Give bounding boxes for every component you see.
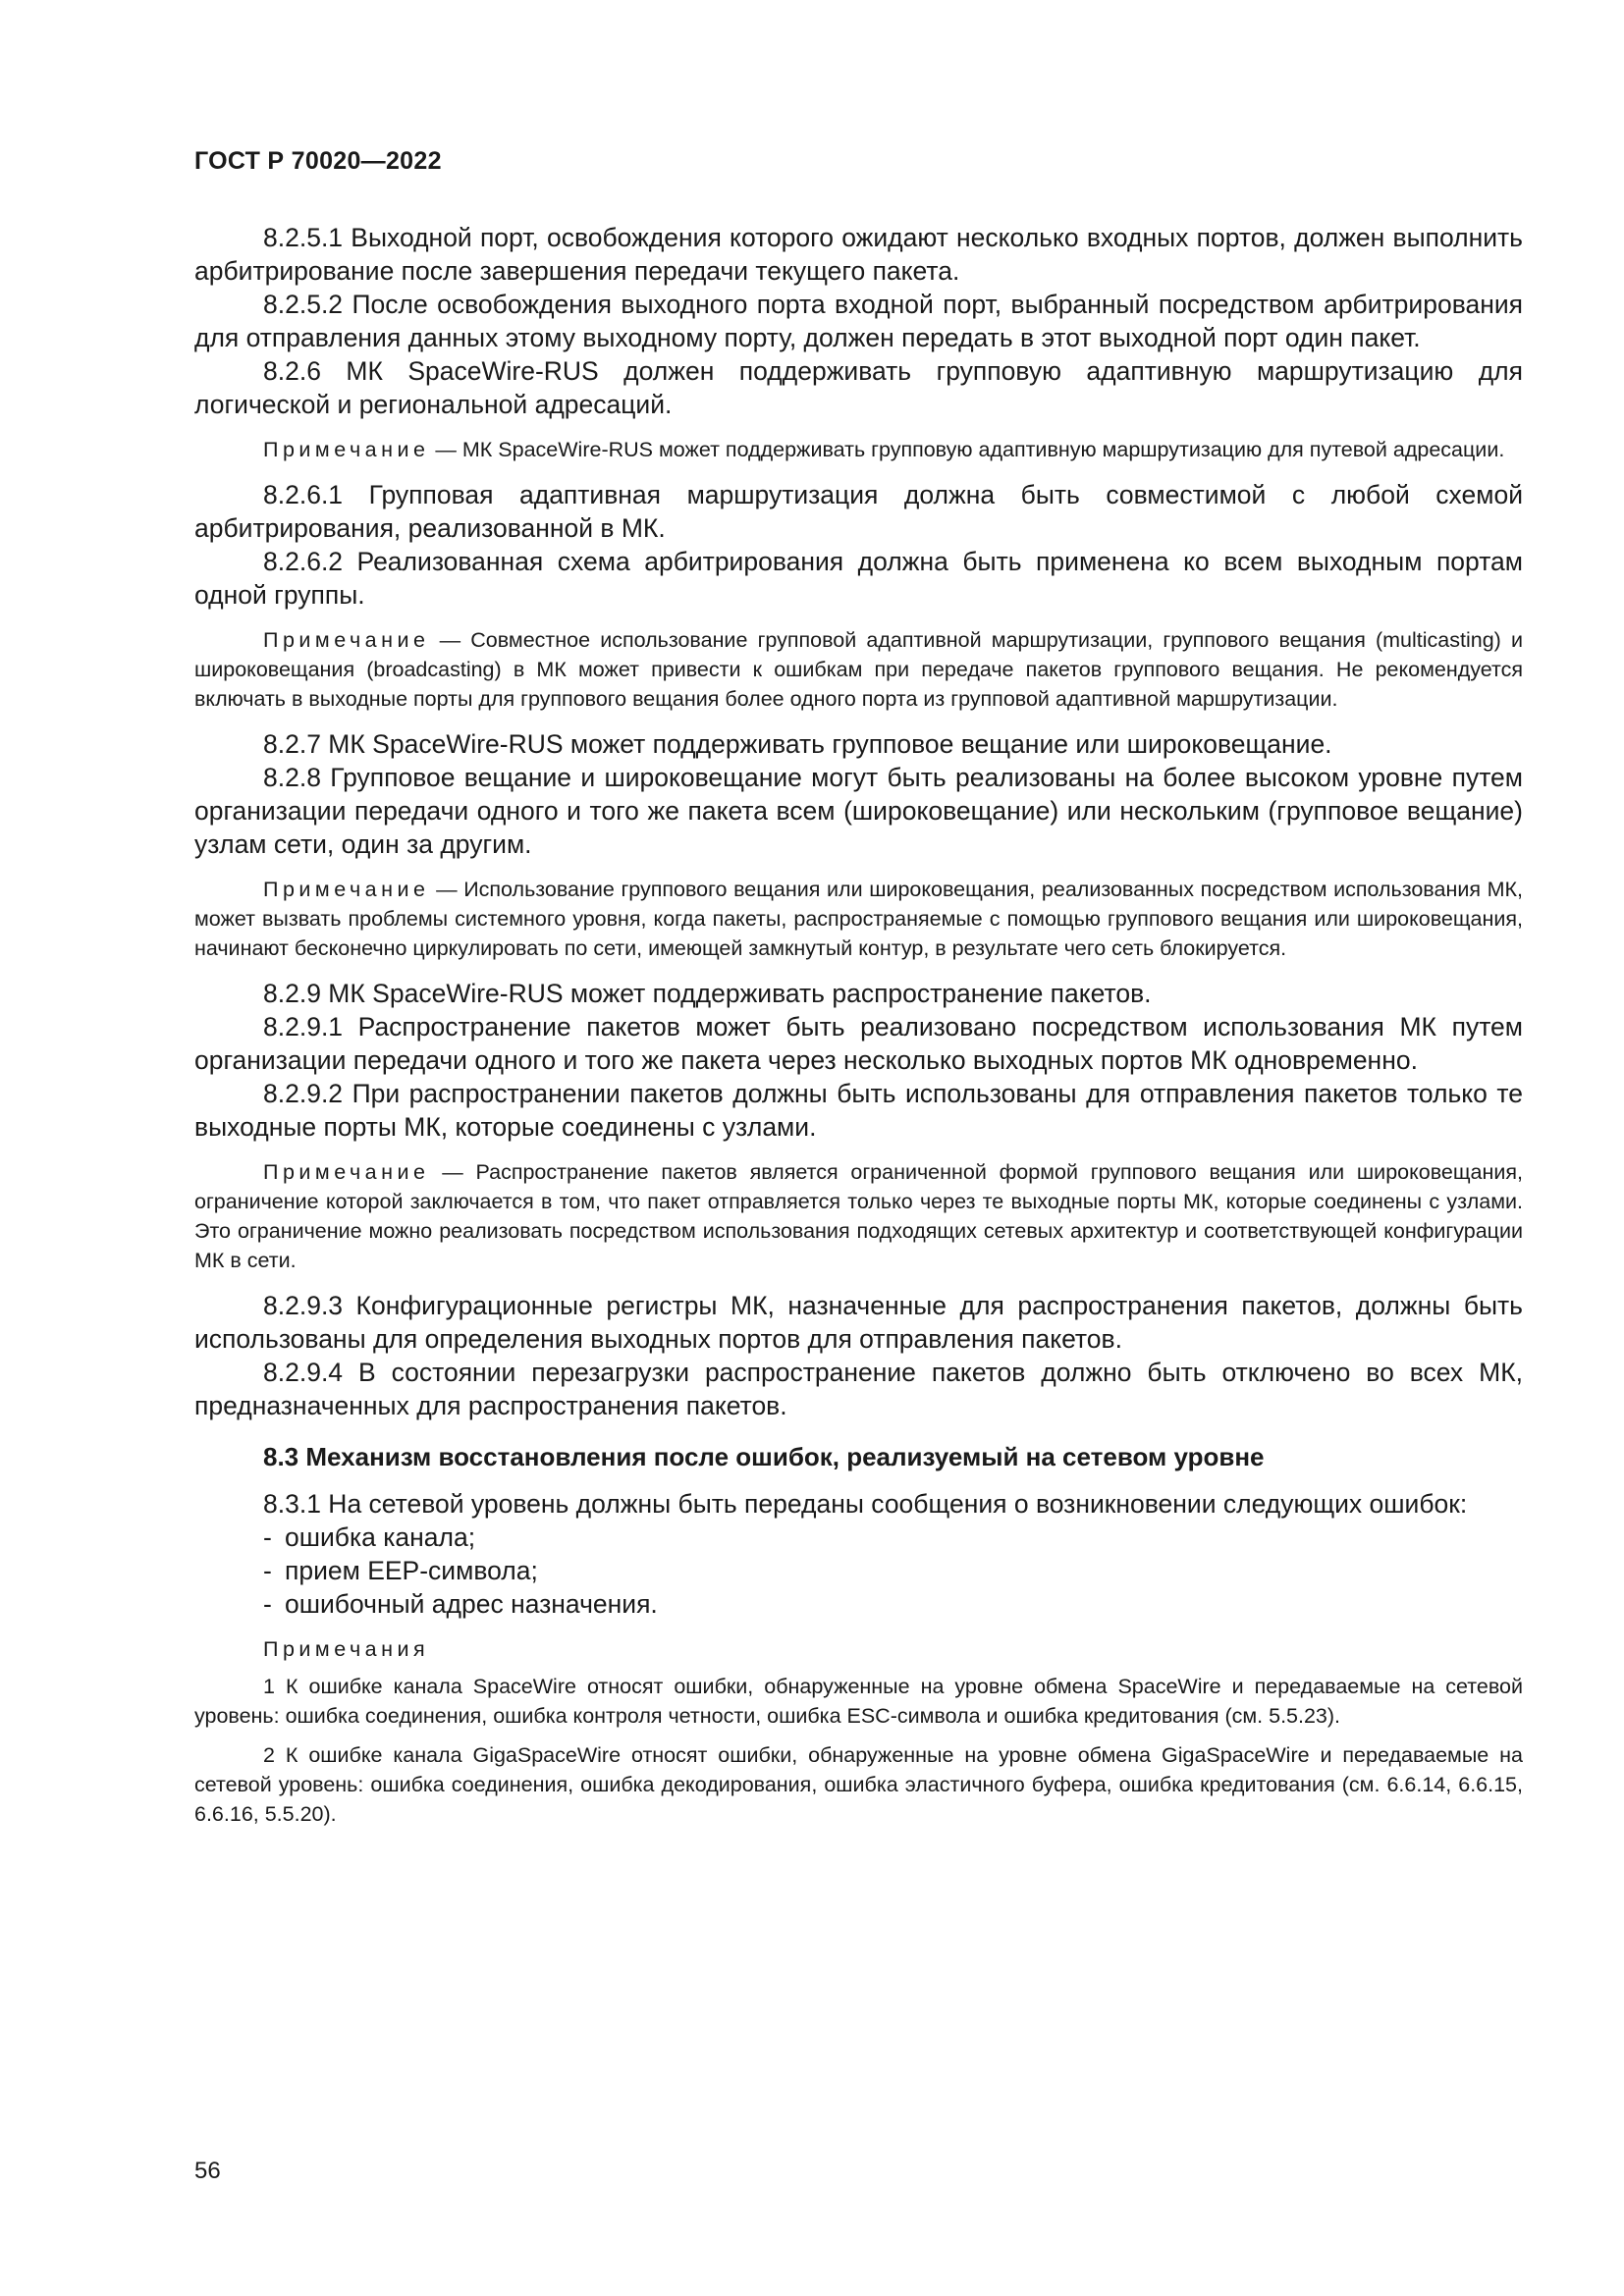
notes-heading: Примечания [263, 1637, 430, 1661]
paragraph-8-2-5-2: 8.2.5.2 После освобождения выходного порта входной порт, выбранный посредством арбитрирования для отправления данных этому выходному порту, должен передать в этот выходной порт один пакет. [194, 290, 1523, 352]
section-title-8-3: 8.3 Механизм восстановления после ошибок, реализуемый на сетевом уровне [263, 1442, 1265, 1471]
note-3 [194, 875, 1523, 963]
note-text: — Использование группового вещания или широковещания, реализованных посредством использования МК, может вызвать проблемы системного уровня, когда пакеты, распространяемые с помощью группового вещания или широковещания, начинают бесконечно циркулировать по сети, имеющей замкнутый контур, в результате чего сеть блокируется. [194, 878, 1523, 960]
document-code-header: ГОСТ Р 70020—2022 [194, 147, 442, 175]
note-label: Примечание [263, 1160, 430, 1184]
page-number: 56 [194, 2158, 221, 2184]
paragraph-8-2-6: 8.2.6 МК SpaceWire-RUS должен поддерживать групповую адаптивную маршрутизацию для логической и региональной адресаций. [194, 356, 1523, 419]
note-text: — МК SpaceWire-RUS может поддерживать групповую адаптивную маршрутизацию для путевой адресации. [429, 438, 1505, 461]
error-list [194, 1521, 1523, 1621]
note-text: — Распространение пакетов является ограниченной формой группового вещания или широковещания, ограничение которой заключается в том, что пакет отправляется только через те выходные порты МК, которые соединены с узлами. Это ограничение можно реализовать посредством использования подходящих сетевых архитектур и соответствующей конфигурации МК в сети. [194, 1160, 1523, 1272]
list-item: - ошибка канала; [263, 1522, 476, 1552]
note-label: Примечание [263, 628, 430, 652]
note-2 [194, 625, 1523, 714]
paragraph-8-2-5-1: 8.2.5.1 Выходной порт, освобождения которого ожидают несколько входных портов, должен выполнить арбитрирование после завершения передачи текущего пакета. [194, 223, 1523, 286]
list-item: - ошибочный адрес назначения. [263, 1589, 658, 1619]
paragraph-8-3-1: 8.3.1 На сетевой уровень должны быть переданы сообщения о возникновении следующих ошибок: [263, 1489, 1468, 1519]
paragraph-8-2-9-3: 8.2.9.3 Конфигурационные регистры МК, назначенные для распространения пакетов, должны быть использованы для определения выходных портов для отправления пакетов. [194, 1291, 1523, 1354]
paragraph-8-2-8: 8.2.8 Групповое вещание и широковещание могут быть реализованы на более высоком уровне путем организации передачи одного и того же пакета всем (широковещание) или нескольким (групповое вещание) узлам сети, один за другим. [194, 763, 1523, 859]
note-1 [194, 435, 1523, 464]
note-label: Примечание [263, 878, 430, 901]
list-item: - прием EEP-символа; [263, 1556, 538, 1585]
paragraph-8-2-6-2: 8.2.6.2 Реализованная схема арбитрирования должна быть применена ко всем выходным портам одной группы. [194, 547, 1523, 610]
note-4 [194, 1157, 1523, 1275]
paragraph-8-2-9-2: 8.2.9.2 При распространении пакетов должны быть использованы для отправления пакетов только те выходные порты МК, которые соединены с узлами. [194, 1079, 1523, 1142]
notes-item-1: 1 К ошибке канала SpaceWire относят ошибки, обнаруженные на уровне обмена SpaceWire и передаваемые на сетевой уровень: ошибка соединения, ошибка контроля четности, ошибка ESC-символа и ошибка кредитования (см. 5.5.23). [194, 1675, 1523, 1728]
page-body [194, 221, 1523, 1839]
note-label: Примечание [263, 438, 430, 461]
paragraph-8-2-9-4: 8.2.9.4 В состоянии перезагрузки распространение пакетов должно быть отключено во всех МК, предназначенных для распространения пакетов. [194, 1358, 1523, 1420]
paragraph-8-2-6-1: 8.2.6.1 Групповая адаптивная маршрутизация должна быть совместимой с любой схемой арбитрирования, реализованной в МК. [194, 480, 1523, 543]
notes-block [194, 1634, 1523, 1829]
notes-item-2: 2 К ошибке канала GigaSpaceWire относят ошибки, обнаруженные на уровне обмена GigaSpaceWire и передаваемые на сетевой уровень: ошибка соединения, ошибка декодирования, ошибка эластичного буфера, ошибка кредитования (см. 6.6.14, 6.6.15, 6.6.16, 5.5.20). [194, 1743, 1523, 1826]
paragraph-8-2-9: 8.2.9 МК SpaceWire-RUS может поддерживать распространение пакетов. [263, 979, 1152, 1008]
note-text: — Совместное использование групповой адаптивной маршрутизации, группового вещания (multicasting) и широковещания (broadcasting) в МК может привести к ошибкам при передаче пакетов группового вещания. Не рекомендуется включать в выходные порты для группового вещания более одного порта из групповой адаптивной маршрутизации. [194, 628, 1523, 711]
paragraph-8-2-7: 8.2.7 МК SpaceWire-RUS может поддерживать групповое вещание или широковещание. [263, 729, 1332, 759]
paragraph-8-2-9-1: 8.2.9.1 Распространение пакетов может быть реализовано посредством использования МК путем организации передачи одного и того же пакета через несколько выходных портов МК одновременно. [194, 1012, 1523, 1075]
